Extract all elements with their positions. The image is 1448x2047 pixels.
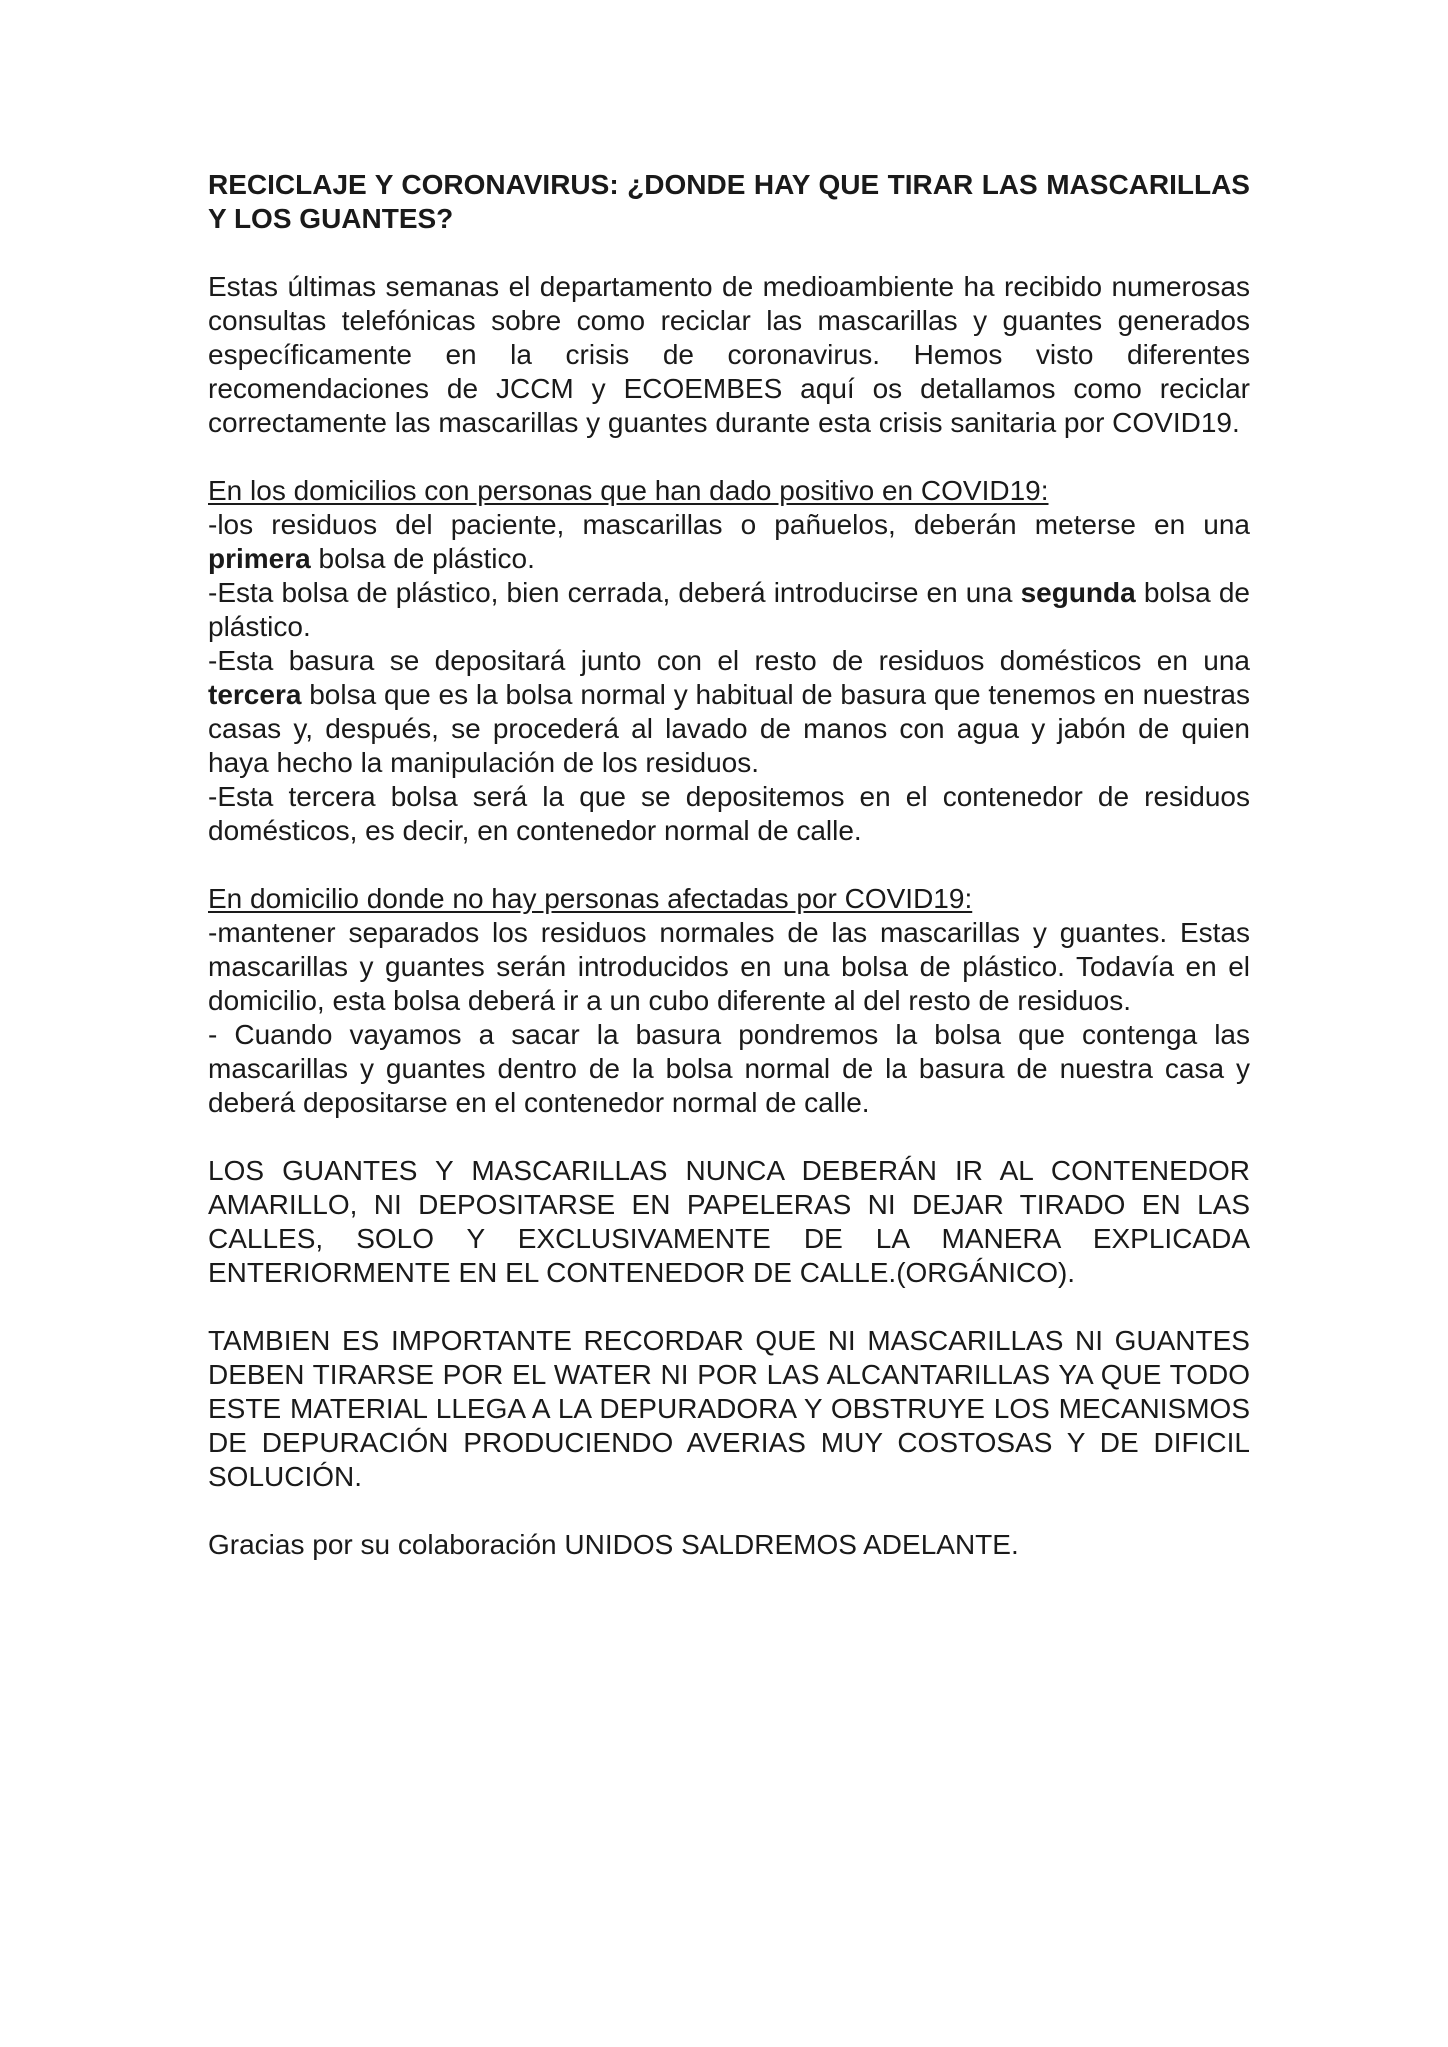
instruction-text: -Esta bolsa de plástico, bien cerrada, deberá introducirse en una	[208, 577, 1021, 608]
section-heading-unaffected: En domicilio donde no hay personas afectadas por COVID19:	[208, 883, 973, 914]
document-page	[208, 168, 1250, 1596]
warning-drains	[208, 1324, 1250, 1494]
instruction-text: bolsa de plástico.	[310, 543, 535, 574]
instruction-deposit: -Esta tercera bolsa será la que se depositemos en el contenedor de residuos domésticos, es decir, en contenedor normal de calle.	[208, 781, 1250, 846]
document-title: RECICLAJE Y CORONAVIRUS: ¿DONDE HAY QUE TIRAR LAS MASCARILLAS Y LOS GUANTES?	[208, 169, 1250, 234]
warning-text: LOS GUANTES Y MASCARILLAS NUNCA DEBERÁN IR AL CONTENEDOR AMARILLO, NI DEPOSITARSE EN PAPELERAS NI DEJAR TIRADO EN LAS CALLES, SOLO Y EXCLUSIVAMENTE DE LA MANERA EXPLICADA ENTERIORMENTE EN EL CONTENEDOR DE CALLE.(ORGÁNICO).	[208, 1155, 1250, 1288]
closing-paragraph	[208, 1528, 1250, 1562]
intro-text: Estas últimas semanas el departamento de medioambiente ha recibido numerosas consultas telefónicas sobre como reciclar las mascarillas y guantes generados específicamente en la crisis de coronavirus. Hemos visto diferentes recomendaciones de JCCM y ECOEMBES aquí os detallamos como reciclar correctamente las mascarillas y guantes durante esta crisis sanitaria por COVID19.	[208, 271, 1250, 438]
section-heading-positive: En los domicilios con personas que han dado positivo en COVID19:	[208, 475, 1049, 506]
warning-text: TAMBIEN ES IMPORTANTE RECORDAR QUE NI MASCARILLAS NI GUANTES DEBEN TIRARSE POR EL WATER NI POR LAS ALCANTARILLAS YA QUE TODO ESTE MATERIAL LLEGA A LA DEPURADORA Y OBSTRUYE LOS MECANISMOS DE DEPURACIÓN PRODUCIENDO AVERIAS MUY COSTOSAS Y DE DIFICIL SOLUCIÓN.	[208, 1325, 1250, 1492]
emphasis-tercera: tercera	[208, 679, 302, 710]
emphasis-segunda: segunda	[1020, 577, 1136, 608]
instruction-take-out-trash: - Cuando vayamos a sacar la basura pondremos la bolsa que contenga las mascarillas y guantes dentro de la bolsa normal de la basura de nuestra casa y deberá depositarse en el contenedor normal de calle.	[208, 1019, 1250, 1118]
warning-container	[208, 1154, 1250, 1290]
instruction-text: -Esta basura se depositará junto con el resto de residuos domésticos en una	[208, 645, 1250, 676]
intro-paragraph	[208, 270, 1250, 440]
instruction-text: bolsa de plástico.	[208, 577, 1250, 642]
section-unaffected-households	[208, 882, 1250, 1120]
emphasis-primera: primera	[208, 543, 311, 574]
instruction-text: bolsa que es la bolsa normal y habitual de basura que tenemos en nuestras casas y, después, se procederá al lavado de manos con agua y jabón de quien haya hecho la manipulación de los residuos.	[208, 679, 1250, 778]
instruction-second-bag	[208, 576, 1250, 644]
instruction-separate: -mantener separados los residuos normales de las mascarillas y guantes. Estas mascarillas y guantes serán introducidos en una bolsa de plástico. Todavía en el domicilio, esta bolsa deberá ir a un cubo diferente al del resto de residuos.	[208, 917, 1250, 1016]
section-positive-households	[208, 474, 1250, 848]
instruction-text: -los residuos del paciente, mascarillas o pañuelos, deberán meterse en una	[208, 509, 1250, 540]
closing-text: Gracias por su colaboración UNIDOS SALDREMOS ADELANTE.	[208, 1529, 1019, 1560]
instruction-first-bag	[208, 508, 1250, 576]
instruction-third-bag	[208, 644, 1250, 780]
